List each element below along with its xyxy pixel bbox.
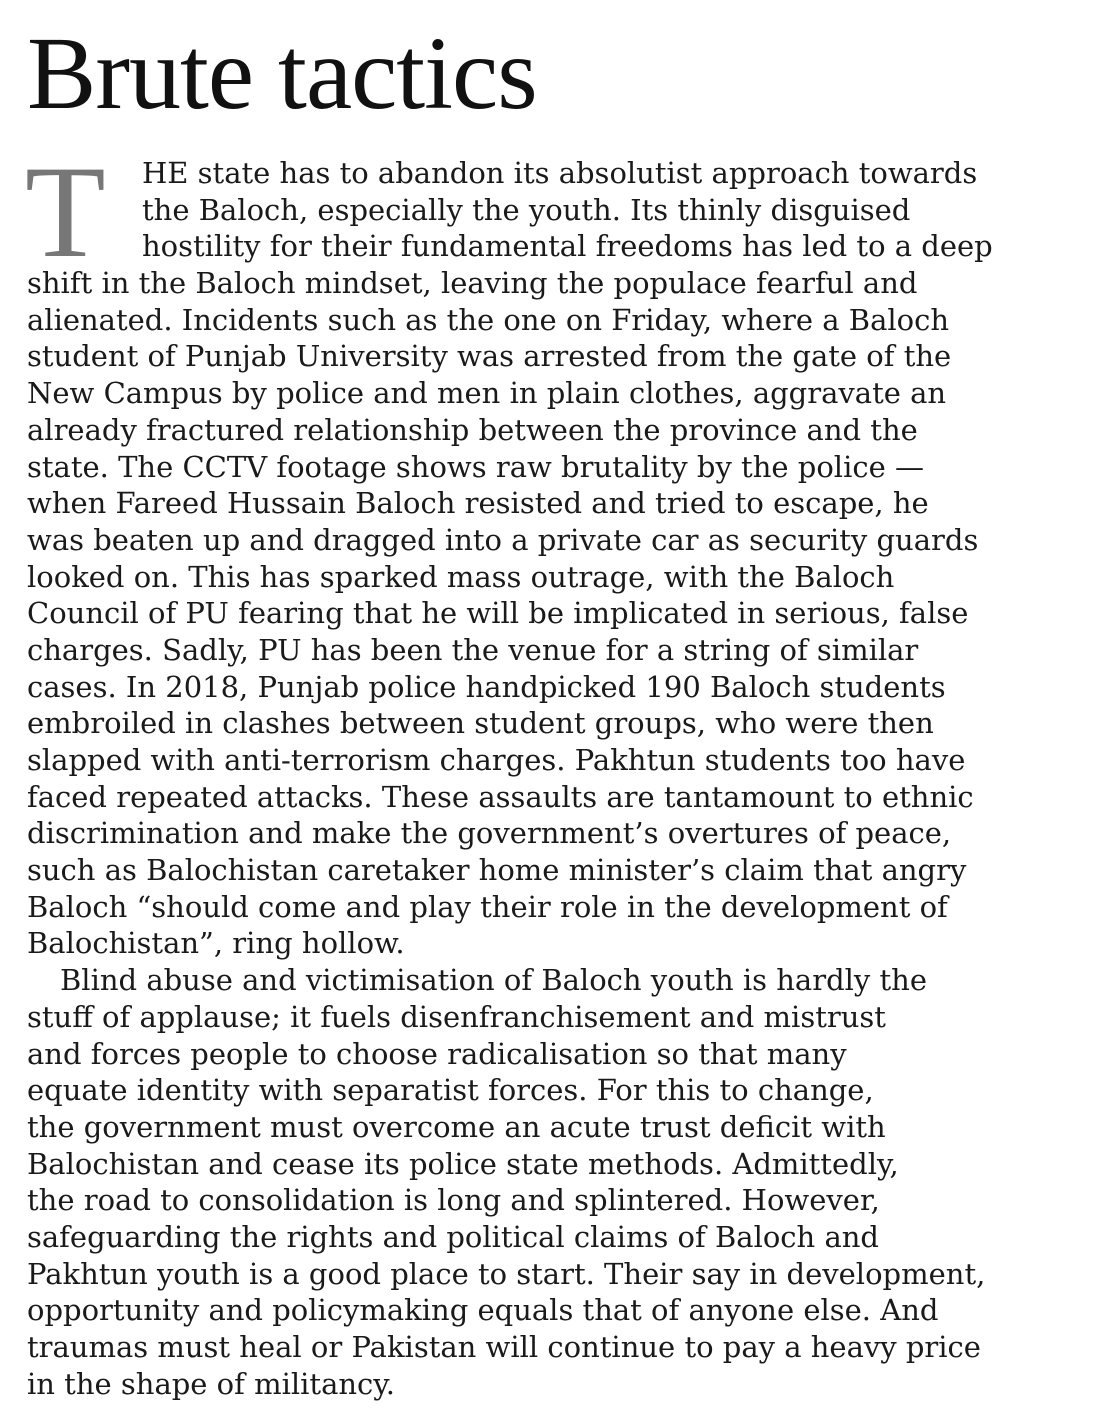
paragraph-line: Balochistan”, ring hollow. (27, 926, 405, 961)
paragraph-line: faced repeated attacks. These assaults are tantamount to ethnic (27, 779, 974, 814)
paragraph-line: when Fareed Hussain Baloch resisted and tried to escape, he (27, 486, 929, 521)
paragraph-line: cases. In 2018, Punjab police handpicked 190 Baloch students (27, 669, 946, 704)
paragraph-line: New Campus by police and men in plain clothes, aggravate an (27, 376, 947, 411)
paragraph-1 (27, 155, 1077, 962)
paragraph-line: state. The CCTV footage shows raw brutality by the police — (27, 449, 924, 484)
paragraph-line: was beaten up and dragged into a private car as security guards (27, 522, 979, 557)
paragraph-line: slapped with anti-terrorism charges. Pakhtun students too have (27, 743, 966, 777)
paragraph-line: stuff of applause; it fuels disenfranchisement and mistrust (27, 999, 886, 1034)
paragraph-line: equate identity with separatist forces. For this to change, (27, 1073, 874, 1108)
paragraph-line: looked on. This has sparked mass outrage, with the Baloch (27, 559, 895, 594)
paragraph-line: Balochistan and cease its police state methods. Admittedly, (27, 1146, 899, 1181)
paragraph-line: traumas must heal or Pakistan will continue to pay a heavy price (27, 1330, 981, 1364)
paragraph-line: Baloch “should come and play their role in the development of (27, 889, 948, 924)
article-body (25, 138, 1077, 1402)
paragraph-line: discrimination and make the government’s overtures of peace, (27, 816, 952, 851)
paragraph-line: student of Punjab University was arrested from the gate of the (27, 339, 952, 374)
paragraph-line: in the shape of militancy. (27, 1366, 396, 1401)
paragraph-line: the government must overcome an acute trust deficit with (27, 1109, 886, 1144)
paragraph-line: safeguarding the rights and political claims of Baloch and (27, 1219, 879, 1254)
paragraph-line: the road to consolidation is long and splintered. However, (27, 1183, 880, 1218)
paragraph-2 (27, 962, 1077, 1402)
paragraph-line: charges. Sadly, PU has been the venue for a string of similar (27, 632, 919, 667)
paragraph-line: such as Balochistan caretaker home minister’s claim that angry (27, 853, 967, 888)
paragraph-line: the Baloch, especially the youth. Its thinly disguised (142, 192, 911, 227)
headline: Brute tactics (27, 16, 537, 131)
paragraph-line: hostility for their fundamental freedoms has led to a deep (142, 229, 993, 264)
paragraph-line: Blind abuse and victimisation of Baloch youth is hardly the (60, 963, 928, 998)
paragraph-line: embroiled in clashes between student groups, who were then (27, 706, 934, 741)
paragraph-line: HE state has to abandon its absolutist approach towards (142, 156, 978, 190)
paragraph-line: already fractured relationship between the province and the (27, 412, 918, 447)
paragraph-line: shift in the Baloch mindset, leaving the populace fearful and (27, 266, 918, 301)
paragraph-line: opportunity and policymaking equals that of anyone else. And (27, 1293, 939, 1328)
drop-cap: T (25, 138, 106, 285)
paragraph-line: and forces people to choose radicalisation so that many (27, 1036, 847, 1071)
paragraph-line: Council of PU fearing that he will be implicated in serious, false (27, 596, 969, 631)
paragraph-line: alienated. Incidents such as the one on Friday, where a Baloch (27, 302, 950, 337)
paragraph-line: Pakhtun youth is a good place to start. Their say in development, (27, 1256, 986, 1291)
